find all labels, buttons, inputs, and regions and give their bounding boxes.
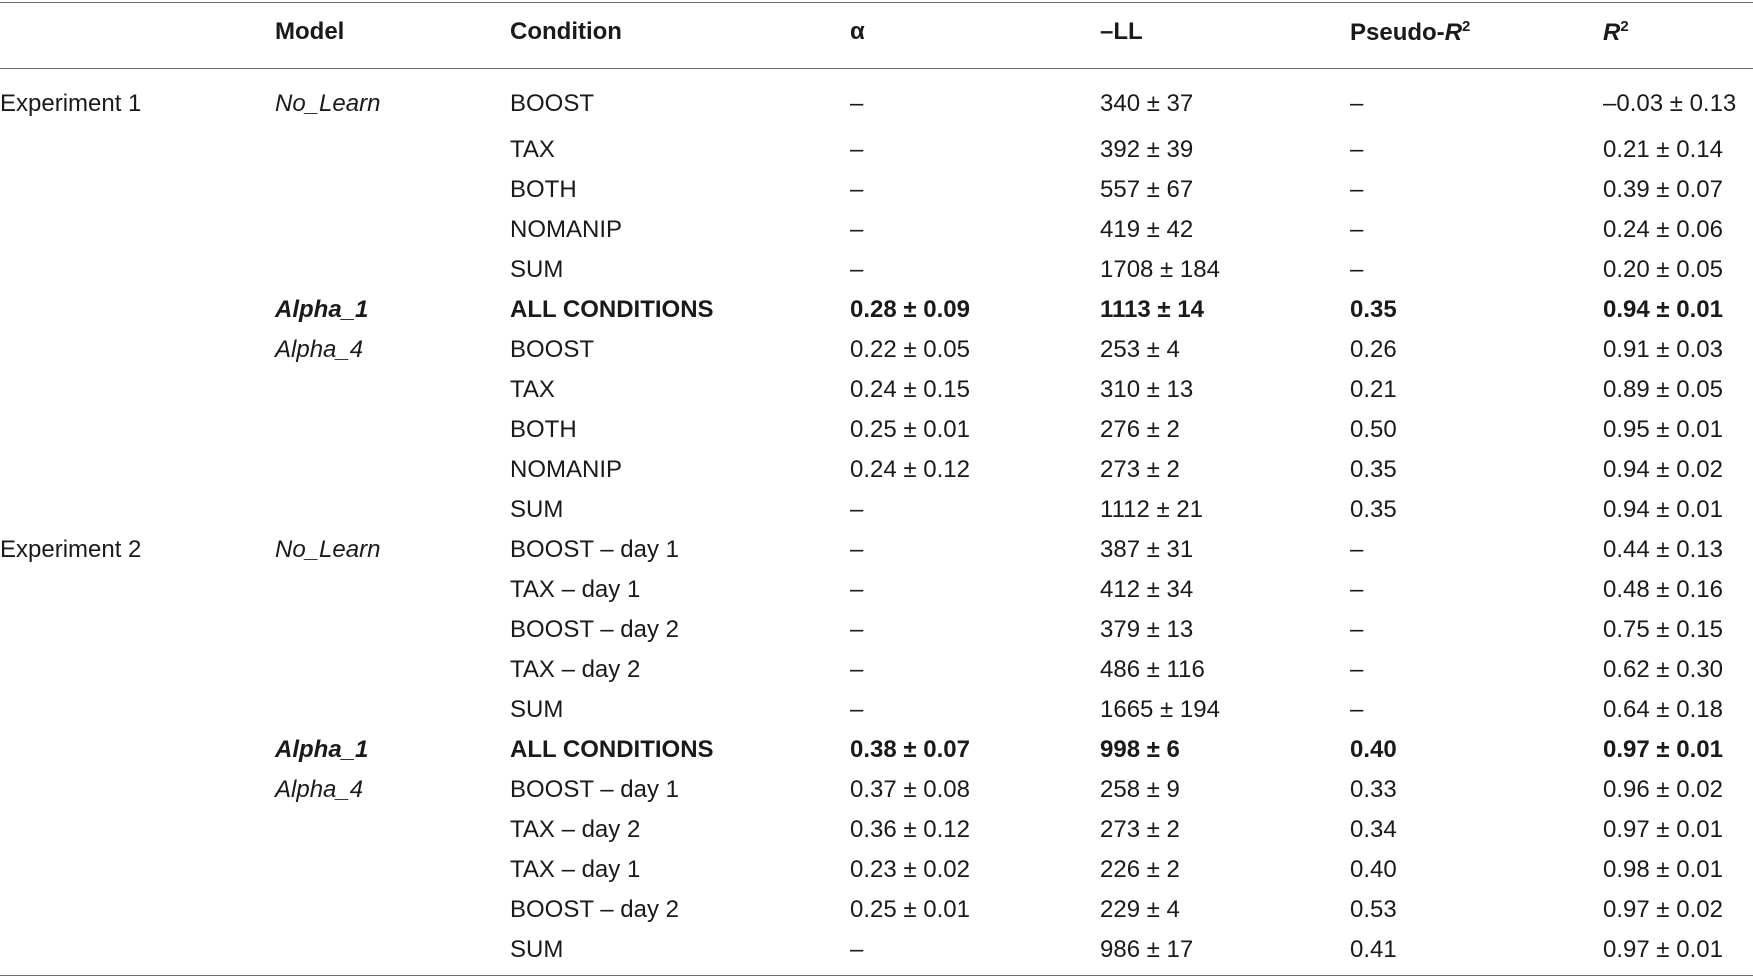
cell-experiment [0, 130, 275, 170]
cell-pseudo-r2: 0.26 [1350, 336, 1397, 363]
cell-neg-ll: 557 ± 67 [1100, 176, 1194, 203]
table-row [0, 690, 1753, 730]
header-experiment [0, 0, 275, 64]
cell-experiment [0, 370, 275, 410]
cell-pseudo-r2: – [1350, 696, 1364, 723]
cell-pseudo-r2: 0.40 [1350, 736, 1397, 763]
cell-experiment [0, 250, 275, 290]
cell-pseudo-r2: – [1350, 216, 1364, 243]
cell-r2: 0.94 ± 0.01 [1603, 496, 1723, 523]
cell-experiment [0, 850, 275, 890]
cell-model [275, 250, 510, 290]
r2-letter: R [1603, 18, 1621, 46]
cell-neg-ll: 258 ± 9 [1100, 776, 1180, 803]
cell-model [275, 570, 510, 610]
cell-condition: ALL CONDITIONS [510, 296, 714, 323]
cell-alpha: 0.38 ± 0.07 [850, 736, 970, 763]
header-neg-ll: –LL [1100, 18, 1143, 45]
cell-alpha: – [850, 496, 864, 523]
cell-alpha: – [850, 176, 864, 203]
cell-model [275, 610, 510, 650]
cell-experiment [0, 170, 275, 210]
cell-condition: BOOST – day 1 [510, 536, 679, 563]
cell-r2: 0.75 ± 0.15 [1603, 616, 1723, 643]
cell-model [275, 170, 510, 210]
table-row [0, 930, 1753, 970]
cell-condition: TAX [510, 376, 555, 403]
cell-pseudo-r2: – [1350, 176, 1364, 203]
cell-neg-ll: 340 ± 37 [1100, 90, 1194, 117]
cell-neg-ll: 392 ± 39 [1100, 136, 1194, 163]
cell-alpha: 0.36 ± 0.12 [850, 816, 970, 843]
cell-pseudo-r2: 0.35 [1350, 456, 1397, 483]
cell-condition: SUM [510, 696, 564, 723]
cell-model [275, 810, 510, 850]
table-row [0, 130, 1753, 170]
cell-experiment [0, 770, 275, 810]
table-row [0, 250, 1753, 290]
cell-condition: NOMANIP [510, 216, 623, 243]
table-row [0, 450, 1753, 490]
table-row [0, 730, 1753, 770]
cell-r2: 0.44 ± 0.13 [1603, 536, 1723, 563]
table-row [0, 64, 1753, 130]
cell-alpha: – [850, 656, 864, 683]
cell-model [275, 130, 510, 170]
cell-pseudo-r2: 0.53 [1350, 896, 1397, 923]
cell-alpha: – [850, 576, 864, 603]
cell-experiment [0, 290, 275, 330]
cell-r2: 0.98 ± 0.01 [1603, 856, 1723, 883]
cell-alpha: – [850, 136, 864, 163]
cell-experiment [0, 610, 275, 650]
cell-neg-ll: 273 ± 2 [1100, 816, 1180, 843]
cell-experiment [0, 450, 275, 490]
cell-neg-ll: 276 ± 2 [1100, 416, 1180, 443]
cell-alpha: 0.25 ± 0.01 [850, 416, 970, 443]
cell-neg-ll: 253 ± 4 [1100, 336, 1180, 363]
cell-alpha: 0.37 ± 0.08 [850, 776, 970, 803]
cell-condition: BOOST – day 2 [510, 616, 679, 643]
cell-condition: BOTH [510, 176, 577, 203]
cell-r2: 0.48 ± 0.16 [1603, 576, 1723, 603]
cell-model [275, 650, 510, 690]
table-row [0, 210, 1753, 250]
cell-experiment [0, 330, 275, 370]
cell-model [275, 690, 510, 730]
cell-r2: 0.91 ± 0.03 [1603, 336, 1723, 363]
cell-alpha: 0.25 ± 0.01 [850, 896, 970, 923]
cell-condition: SUM [510, 256, 564, 283]
table-row [0, 410, 1753, 450]
cell-r2: 0.97 ± 0.01 [1603, 736, 1723, 763]
cell-neg-ll: 1665 ± 194 [1100, 696, 1220, 723]
table-row [0, 330, 1753, 370]
cell-model: No_Learn [275, 90, 381, 117]
table-row [0, 290, 1753, 330]
cell-model: Alpha_4 [275, 776, 364, 803]
table-row [0, 850, 1753, 890]
cell-alpha: 0.23 ± 0.02 [850, 856, 970, 883]
cell-experiment [0, 930, 275, 970]
cell-r2: 0.24 ± 0.06 [1603, 216, 1723, 243]
table-row [0, 810, 1753, 850]
cell-model: Alpha_1 [275, 296, 369, 323]
cell-neg-ll: 1112 ± 21 [1100, 496, 1204, 523]
pseudo-r2-letter: R [1444, 18, 1463, 46]
table-row [0, 530, 1753, 570]
cell-model: Alpha_1 [275, 736, 369, 763]
cell-r2: 0.39 ± 0.07 [1603, 176, 1723, 203]
cell-r2: 0.89 ± 0.05 [1603, 376, 1723, 403]
cell-pseudo-r2: – [1350, 90, 1364, 117]
cell-r2: 0.97 ± 0.01 [1603, 936, 1723, 963]
cell-neg-ll: 1113 ± 14 [1100, 296, 1204, 323]
cell-experiment [0, 210, 275, 250]
cell-pseudo-r2: 0.41 [1350, 936, 1397, 963]
cell-experiment [0, 650, 275, 690]
cell-model [275, 490, 510, 530]
cell-pseudo-r2: – [1350, 536, 1364, 563]
table-row [0, 570, 1753, 610]
cell-neg-ll: 486 ± 116 [1100, 656, 1205, 683]
cell-model [275, 890, 510, 930]
cell-experiment [0, 410, 275, 450]
cell-pseudo-r2: – [1350, 136, 1364, 163]
cell-model [275, 450, 510, 490]
cell-condition: BOOST – day 1 [510, 776, 679, 803]
cell-condition: BOOST [510, 336, 595, 363]
cell-model [275, 370, 510, 410]
cell-r2: –0.03 ± 0.13 [1603, 90, 1737, 117]
cell-neg-ll: 387 ± 31 [1100, 536, 1194, 563]
cell-pseudo-r2: – [1350, 656, 1364, 683]
header-pseudo-r2 [1350, 0, 1603, 64]
table-row [0, 890, 1753, 930]
cell-neg-ll: 1708 ± 184 [1100, 256, 1220, 283]
cell-alpha: – [850, 90, 864, 117]
cell-condition: NOMANIP [510, 456, 623, 483]
cell-pseudo-r2: 0.33 [1350, 776, 1397, 803]
header-r2 [1603, 0, 1753, 64]
cell-alpha: – [850, 216, 864, 243]
cell-neg-ll: 998 ± 6 [1100, 736, 1180, 763]
table-row [0, 170, 1753, 210]
cell-experiment [0, 490, 275, 530]
cell-condition: BOOST – day 2 [510, 896, 679, 923]
cell-experiment [0, 730, 275, 770]
cell-r2: 0.20 ± 0.05 [1603, 256, 1723, 283]
cell-r2: 0.97 ± 0.01 [1603, 816, 1723, 843]
cell-neg-ll: 229 ± 4 [1100, 896, 1180, 923]
cell-condition: SUM [510, 496, 564, 523]
cell-alpha: 0.22 ± 0.05 [850, 336, 970, 363]
cell-alpha: – [850, 616, 864, 643]
cell-r2: 0.96 ± 0.02 [1603, 776, 1723, 803]
table-row [0, 610, 1753, 650]
cell-alpha: 0.28 ± 0.09 [850, 296, 970, 323]
cell-pseudo-r2: 0.35 [1350, 296, 1397, 323]
cell-condition: SUM [510, 936, 564, 963]
table-row [0, 650, 1753, 690]
cell-alpha: – [850, 256, 864, 283]
cell-neg-ll: 412 ± 34 [1100, 576, 1194, 603]
cell-neg-ll: 419 ± 42 [1100, 216, 1194, 243]
cell-neg-ll: 379 ± 13 [1100, 616, 1194, 643]
cell-neg-ll: 986 ± 17 [1100, 936, 1194, 963]
cell-r2: 0.95 ± 0.01 [1603, 416, 1723, 443]
cell-pseudo-r2: – [1350, 256, 1364, 283]
cell-model [275, 850, 510, 890]
cell-pseudo-r2: 0.21 [1350, 376, 1397, 403]
cell-model: No_Learn [275, 536, 381, 563]
header-model: Model [275, 18, 345, 45]
cell-alpha: – [850, 536, 864, 563]
cell-alpha: 0.24 ± 0.12 [850, 456, 970, 483]
cell-pseudo-r2: – [1350, 616, 1364, 643]
table-row [0, 490, 1753, 530]
cell-experiment: Experiment 1 [0, 90, 142, 117]
cell-condition: BOTH [510, 416, 577, 443]
table-row [0, 370, 1753, 410]
cell-experiment [0, 570, 275, 610]
cell-pseudo-r2: – [1350, 576, 1364, 603]
cell-model [275, 930, 510, 970]
cell-experiment: Experiment 2 [0, 536, 142, 563]
table-row [0, 770, 1753, 810]
cell-r2: 0.97 ± 0.02 [1603, 896, 1723, 923]
header-condition: Condition [510, 18, 622, 45]
cell-neg-ll: 310 ± 13 [1100, 376, 1194, 403]
cell-pseudo-r2: 0.34 [1350, 816, 1397, 843]
cell-r2: 0.94 ± 0.01 [1603, 296, 1723, 323]
cell-pseudo-r2: 0.35 [1350, 496, 1397, 523]
cell-model [275, 410, 510, 450]
cell-pseudo-r2: 0.50 [1350, 416, 1397, 443]
cell-experiment [0, 890, 275, 930]
table-body [0, 64, 1753, 970]
cell-alpha: 0.24 ± 0.15 [850, 376, 970, 403]
pseudo-r2-prefix: Pseudo- [1350, 18, 1445, 46]
cell-condition: ALL CONDITIONS [510, 736, 714, 763]
cell-r2: 0.21 ± 0.14 [1603, 136, 1723, 163]
r2-superscript: 2 [1620, 17, 1629, 35]
cell-experiment [0, 810, 275, 850]
cell-condition: TAX – day 2 [510, 816, 641, 843]
cell-model [275, 210, 510, 250]
cell-r2: 0.94 ± 0.02 [1603, 456, 1723, 483]
cell-pseudo-r2: 0.40 [1350, 856, 1397, 883]
cell-neg-ll: 273 ± 2 [1100, 456, 1180, 483]
cell-condition: TAX – day 1 [510, 856, 641, 883]
pseudo-r2-superscript: 2 [1462, 17, 1471, 35]
cell-r2: 0.62 ± 0.30 [1603, 656, 1723, 683]
cell-condition: TAX – day 2 [510, 656, 641, 683]
header-alpha: α [850, 18, 865, 45]
cell-condition: TAX – day 1 [510, 576, 641, 603]
cell-r2: 0.64 ± 0.18 [1603, 696, 1723, 723]
cell-neg-ll: 226 ± 2 [1100, 856, 1180, 883]
cell-model: Alpha_4 [275, 336, 364, 363]
header-row [0, 0, 1753, 64]
cell-condition: BOOST [510, 90, 595, 117]
cell-alpha: – [850, 696, 864, 723]
cell-condition: TAX [510, 136, 555, 163]
cell-experiment [0, 690, 275, 730]
cell-alpha: – [850, 936, 864, 963]
table-bottom-rule [0, 975, 1753, 976]
